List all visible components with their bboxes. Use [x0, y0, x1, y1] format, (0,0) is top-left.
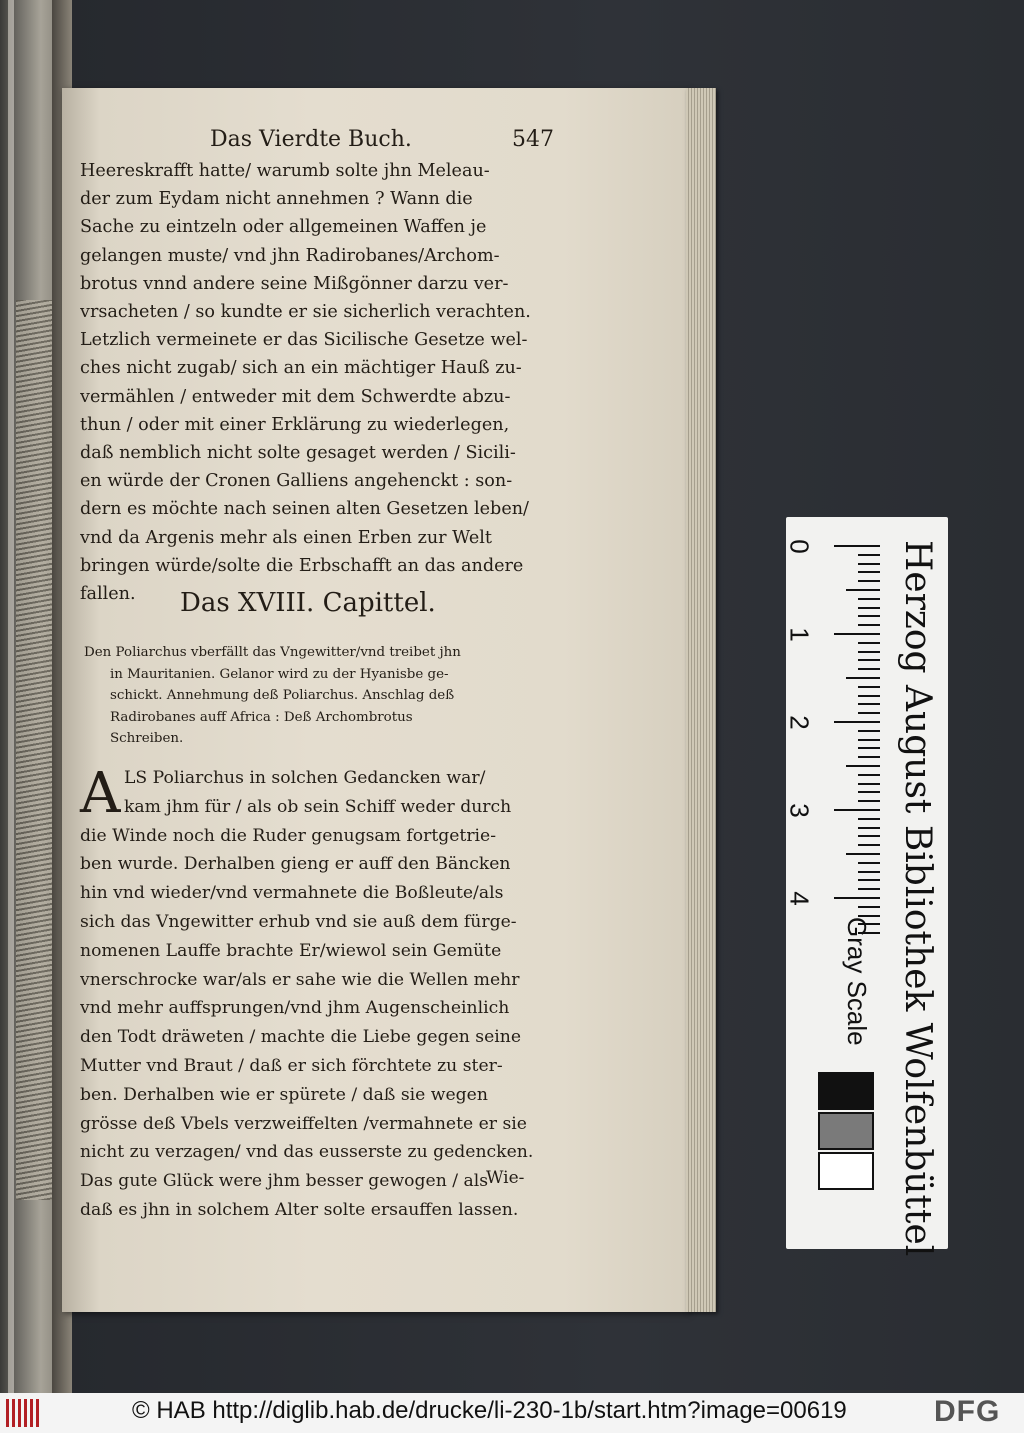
text-line: daß nemblich nicht solte gesaget werden / Sicili-	[80, 443, 516, 464]
hab-barcode-logo-icon	[6, 1399, 42, 1427]
text-line: Das gute Glück were jhm besser gewogen / als	[80, 1171, 489, 1192]
text-line: vnerschrocke war/als er sahe wie die Wellen mehr	[80, 969, 520, 990]
text-line: Letzlich vermeinete er das Sicilische Gesetze wel-	[80, 330, 528, 351]
text-line: kam jhm für / als ob sein Schiff weder durch	[124, 796, 512, 817]
gray-scale-text: Gray Scale	[842, 917, 872, 1046]
drop-cap: A	[80, 761, 121, 826]
text-line: Mutter vnd Braut / daß er sich förchtete zu ster-	[80, 1055, 503, 1076]
text-line: dern es möchte nach seinen alten Gesetzen leben/	[80, 499, 529, 520]
footer-bar	[0, 1393, 1024, 1433]
text-line: ben wurde. Derhalben gieng er auff den Bäncken	[80, 854, 511, 875]
chapter-title: Das XVIII. Capittel.	[180, 588, 436, 618]
text-line: fallen.	[80, 584, 136, 605]
catchword: Wie-	[486, 1168, 525, 1188]
text-line: gelangen muste/ vnd jhn Radirobanes/Archom-	[80, 245, 500, 266]
text-line: vermählen / entweder mit dem Schwerdte abzu-	[80, 386, 511, 407]
text-line: Heereskrafft hatte/ warumb solte jhn Meleau-	[80, 161, 490, 181]
text-line: ben. Derhalben wie er spürete / daß sie wegen	[80, 1084, 488, 1105]
gray-swatch	[818, 1112, 874, 1150]
page-edge	[8, 0, 14, 1393]
text-line: hin vnd wieder/vnd vermahnete die Boßleute/als	[80, 883, 504, 904]
running-head: Das Vierdte Buch.	[210, 127, 412, 152]
text-line: nicht zu verzagen/ vnd das eusserste zu gedencken.	[80, 1142, 534, 1163]
text-line: bringen würde/solte die Erbschafft an das andere	[80, 555, 524, 576]
text-line: die Winde noch die Ruder genugsam fortgetrie-	[80, 825, 497, 846]
ruler-number: 3	[784, 803, 815, 818]
paragraph-2	[80, 761, 546, 1225]
text-line: en würde der Cronen Galliens angehenckt : son-	[80, 471, 513, 492]
ruler-number: 4	[784, 891, 815, 906]
text-line: vnd da Argenis mehr als einen Erben zur Welt	[80, 527, 492, 548]
text-line: brotus vnnd andere seine Mißgönner darzu ver-	[80, 273, 509, 294]
text-line: daß es jhn in solchem Alter solte ersauffen lassen.	[80, 1199, 519, 1220]
ruler-institution-label	[868, 540, 948, 1257]
chapter-summary	[84, 642, 554, 750]
text-line: vnd mehr auffsprungen/vnd jhm Augenscheinlich	[80, 998, 510, 1019]
text-line: den Todt dräweten / machte die Liebe gegen seine	[80, 1027, 522, 1048]
engraving-fragment	[16, 300, 56, 1200]
dfg-logo: DFG	[934, 1395, 1001, 1428]
text-line: grösse deß Vbels verzweiffelten /vermahnete er sie	[80, 1113, 527, 1134]
text-line: LS Poliarchus in solchen Gedancken war/	[124, 768, 486, 788]
text-line: in Mauritanien. Gelanor wird zu der Hyanisbe ge-	[110, 666, 449, 682]
ruler-number: 0	[784, 539, 815, 554]
text-line: vrsacheten / so kundte er sie sicherlich verachten.	[80, 302, 531, 323]
gray-swatch	[818, 1152, 874, 1190]
gray-scale-label	[838, 917, 878, 1067]
text-line: der zum Eydam nicht annehmen ? Wann die	[80, 189, 473, 210]
text-line: thun / oder mit einer Erklärung zu wiederlegen,	[80, 414, 510, 435]
source-url[interactable]: © HAB http://diglib.hab.de/drucke/li-230-1b/start.htm?image=00619	[132, 1397, 847, 1424]
page-number: 547	[512, 127, 554, 152]
left-neighbour-page	[0, 0, 58, 1393]
text-line: schickt. Annehmung deß Poliarchus. Anschlag deß	[110, 688, 455, 703]
text-line: ches nicht zugab/ sich an ein mächtiger Hauß zu-	[80, 358, 522, 379]
text-line: Sache zu eintzeln oder allgemeinen Waffen je	[80, 217, 487, 238]
ruler-number: 1	[784, 627, 815, 642]
gray-swatch	[818, 1072, 874, 1110]
institution-name: Herzog August Bibliothek Wolfenbüttel	[897, 540, 938, 1257]
text-line: Schreiben.	[110, 731, 184, 746]
text-line: Radirobanes auff Africa : Deß Archombrotus	[110, 709, 413, 725]
paragraph-1	[80, 157, 560, 608]
text-line: sich das Vngewitter erhub vnd sie auß dem fürge-	[80, 911, 517, 932]
ruler-number: 2	[784, 715, 815, 730]
page-stack-edges	[686, 88, 716, 1312]
text-line: nomenen Lauffe brachte Er/wiewol sein Gemüte	[80, 940, 502, 961]
text-line: Den Poliarchus vberfällt das Vngewitter/vnd treibet jhn	[84, 645, 461, 660]
